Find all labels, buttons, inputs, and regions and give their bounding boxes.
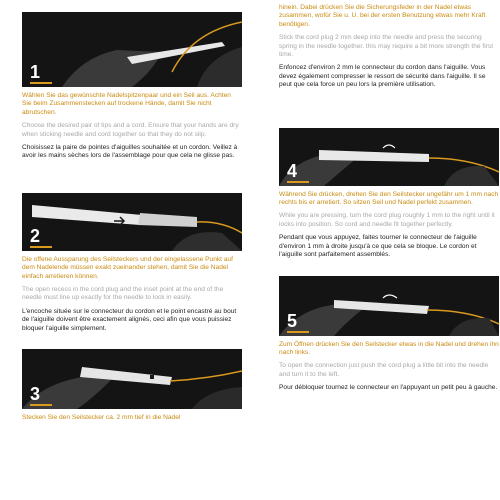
needle-tips-illustration <box>22 12 242 87</box>
step1-text-de: Wählen Sie das gewünschte Nadelspitzenpaar und ein Seil aus. Achten Sie beim Zusammenstecken auf trockene Hände, damit Sie nicht abrutschen. <box>22 92 231 116</box>
step5-text-de: Zum Öffnen drücken Sie den Seilstecker etwas in die Nadel und drehen ihn nach links. <box>279 340 499 356</box>
step2-text-de: Die offene Aussparung des Seilsteckers und der eingelassene Punkt auf dem Nadelende müssen exakt zueinander stehen, damit Sie die Nadel einfach arretieren können. <box>22 255 234 280</box>
step5-text-en: To open the connection just push the cord plug a little bit into the needle and turn it to the left. <box>279 362 489 378</box>
step2-text-fr: L'encoche située sur le connecteur du cordon et le point encastré au bout de l'aiguille doivent être exactement alignés, ceci afin que vous puissiez bloquer l'aiguille simplement. <box>22 307 237 332</box>
step2-photo <box>22 193 242 251</box>
step1-number: 1 <box>30 62 41 82</box>
step3-number: 3 <box>30 384 41 405</box>
plug-release-illustration <box>279 276 499 336</box>
step3-text-de: Stecken Sie den Seilstecker ca. 2 mm tief in die Nadel <box>22 414 181 422</box>
step5-photo <box>279 276 499 336</box>
step3-cont-text-fr: Enfoncez d'environ 2 mm le connecteur du cordon dans l'aiguille. Vous devez également compresser le ressort de sécurité dans l'aiguille. Il se peut que cela force un peu lors la première utilisation. <box>279 64 486 89</box>
step2-text-en: The open recess in the cord plug and the inset point at the end of the needle must line up exactly for the needle to lock in easily. <box>22 286 224 302</box>
step4-photo <box>279 128 499 186</box>
step5-text-fr: Pour débloquer tournez le connecteur en l'appuyant un petit peu à gauche. <box>279 384 498 392</box>
step1-text-en: Choose the desired pair of tips and a cord. Ensure that your hands are dry when sticking needle and cord together so that they do not slip. <box>22 122 239 138</box>
step1-photo <box>22 12 242 87</box>
step4-text-de: Während Sie drücken, drehen Sie den Seilstecker ungefähr um 1 mm nach rechts bis er arretiert. So sitzen Seil und Nadel perfekt zusammen. <box>279 190 499 207</box>
step3-cont-text-de: hinein. Dabei drücken Sie die Sicherungsfeder in der Nadel etwas zusammen, wofür Sie u. U. bei der ersten Benutzung etwas mehr Kraft benötigen. <box>279 4 486 28</box>
plug-insertion-illustration <box>22 349 242 409</box>
step4-text-en: While you are pressing, turn the cord plug roughly 1 mm to the right until it locks into position. So cord and needle fit together perfectly. <box>279 212 495 228</box>
left-column <box>22 0 242 423</box>
step1-text-fr: Choisissez la paire de pointes d'aiguilles souhaitée et un cordon. Veillez à avoir les mains sèches lors de l'assemblage pour que cela ne glisse pas. <box>22 144 238 160</box>
right-column <box>279 0 499 393</box>
step2-number: 2 <box>30 225 41 246</box>
plug-rotation-illustration <box>279 128 499 186</box>
step3-cont-text-en: Stick the cord plug 2 mm deep into the needle and press the securing spring in the needle together. this may require a bit more strength the first time. <box>279 34 494 59</box>
step4-number: 4 <box>287 160 298 181</box>
cord-plug-alignment-illustration <box>22 193 242 251</box>
step5-number: 5 <box>287 310 298 331</box>
step4-text-fr: Pendant que vous appuyez, faites tourner le connecteur de l'aiguille d'environ 1 mm à droite jusqu'à ce que cela se bloque. Le cordon et l'aiguille sont parfaitement assemblés. <box>279 234 477 259</box>
step3-photo <box>22 349 242 409</box>
